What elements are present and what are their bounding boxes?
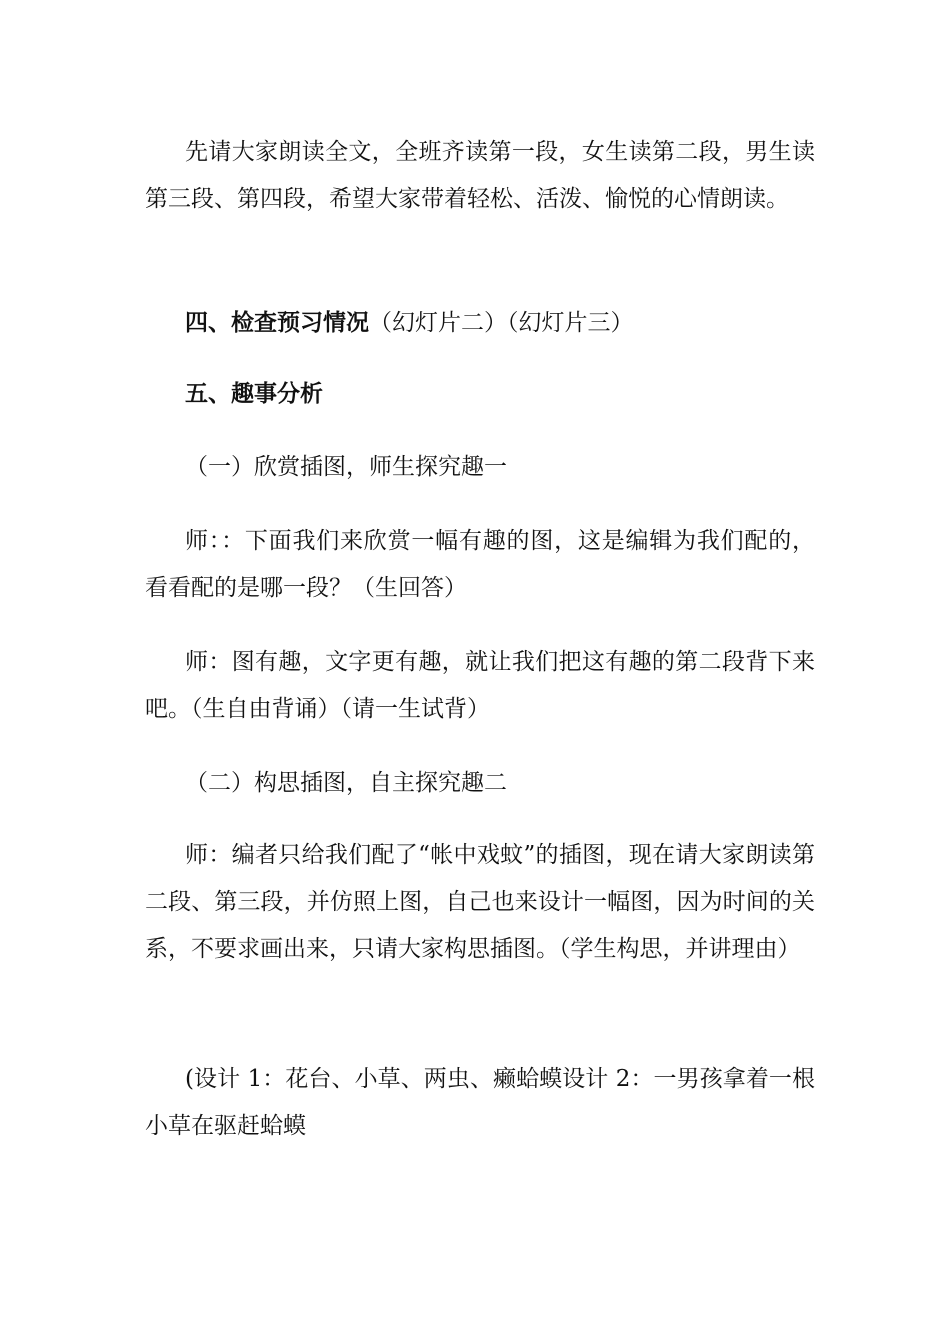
subsection-two-heading: （二）构思插图，自主探究趣二	[185, 770, 507, 796]
paragraph-teacher-design-picture: 师：编者只给我们配了“帐中戏蚊”的插图，现在请大家朗读第二段、第三段，并仿照上图，自己也来设计一幅图，因为时间的关系，不要求画出来，只请大家构思插图。（学生构思，并讲理由）	[145, 842, 815, 962]
subsection-one-heading: （一）欣赏插图，师生探究趣一	[185, 454, 507, 480]
section-five-heading: 五、趣事分析	[185, 381, 323, 407]
paragraph-teacher-appreciate-picture: 师：：下面我们来欣赏一幅有趣的图，这是编辑为我们配的，看看配的是哪一段？（生回答）	[145, 528, 815, 601]
paragraph-teacher-recite: 师：图有趣，文字更有趣，就让我们把这有趣的第二段背下来吧。（生自由背诵）（请一生试背）	[145, 649, 815, 722]
paragraph-reading-instructions: 先请大家朗读全文，全班齐读第一段，女生读第二段，男生读第三段、第四段，希望大家带着轻松、活泼、愉悦的心情朗读。	[145, 139, 815, 212]
paragraph-design-examples: (设计 1：花台、小草、两虫、癞蛤蟆设计 2：一男孩拿着一根小草在驱赶蛤蟆	[145, 1066, 815, 1139]
section-four-heading	[145, 300, 815, 347]
section-four-slides: （幻灯片二）（幻灯片三）	[369, 310, 634, 336]
section-four-title: 四、检查预习情况	[185, 310, 369, 336]
